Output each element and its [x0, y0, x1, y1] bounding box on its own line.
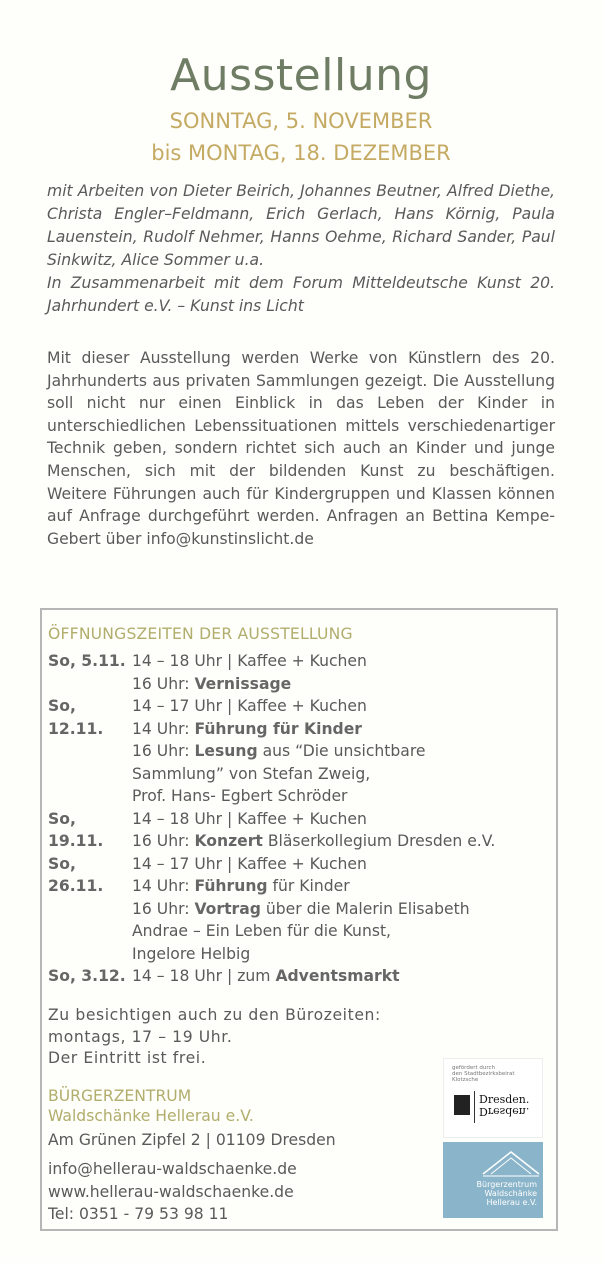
- phone-number: Tel: 0351 - 79 53 98 11: [48, 1205, 229, 1223]
- schedule-line: [132, 830, 558, 853]
- schedule-time: 16 Uhr:: [132, 832, 195, 850]
- schedule-row: [48, 853, 558, 966]
- office-line: Der Eintritt ist frei.: [48, 1049, 207, 1067]
- schedule-line: [132, 898, 558, 921]
- schedule-row: [48, 650, 558, 695]
- schedule-highlight: Adventsmarkt: [275, 967, 400, 985]
- waldschaenke-logo: [443, 1142, 543, 1218]
- divider: [474, 1091, 475, 1123]
- schedule-highlight: Vortrag: [194, 899, 261, 918]
- schedule-line: [132, 740, 558, 763]
- schedule-day: So, 26.11.: [48, 854, 104, 895]
- schedule-line: [132, 650, 558, 673]
- page-title: Ausstellung: [170, 50, 432, 101]
- schedule-day: So, 5.11.: [48, 652, 126, 670]
- schedule-day: So, 3.12.: [48, 967, 126, 985]
- schedule-line: [132, 808, 558, 831]
- schedule-row: [48, 808, 558, 853]
- office-hours: [48, 1005, 438, 1070]
- organizer: [48, 1086, 254, 1126]
- logo-line: Hellerau e.V.: [486, 1198, 537, 1207]
- crest-icon: [454, 1095, 470, 1115]
- schedule-time: 14 Uhr:: [132, 719, 195, 738]
- contact-info: [48, 1158, 297, 1226]
- schedule-time: 16 Uhr:: [132, 674, 195, 693]
- schedule-detail: Bläserkollegium Dresden e.V.: [262, 832, 496, 850]
- schedule-detail: für Kinder: [267, 877, 350, 895]
- date-start: SONNTAG, 5. NOVEMBER: [169, 109, 433, 133]
- roof-icon: [443, 1146, 543, 1180]
- schedule-row: [48, 695, 558, 808]
- email-link[interactable]: info@hellerau-waldschaenke.de: [48, 1160, 297, 1178]
- dresden-wordmark-mirror: Dresden.: [479, 1105, 530, 1118]
- address: Am Grünen Zipfel 2 | 01109 Dresden: [48, 1131, 336, 1149]
- intro-text: [47, 180, 555, 318]
- schedule-time: 14 – 18 Uhr | zum: [132, 967, 276, 985]
- waldschaenke-text: [477, 1180, 537, 1207]
- website-link[interactable]: www.hellerau-waldschaenke.de: [48, 1182, 294, 1201]
- schedule-line: [132, 943, 558, 966]
- schedule-line: [132, 920, 558, 943]
- schedule-line: [132, 853, 558, 876]
- schedule-detail: über die Malerin Elisabeth: [260, 899, 470, 918]
- schedule-highlight: Lesung: [194, 742, 258, 760]
- schedule-time: Prof. Hans- Egbert Schröder: [132, 787, 348, 805]
- schedule-line: [132, 673, 558, 696]
- schedule-time: 14 – 17 Uhr | Kaffee + Kuchen: [132, 854, 367, 873]
- date-end: bis MONTAG, 18. DEZEMBER: [151, 141, 451, 165]
- dresden-logo: [443, 1058, 543, 1138]
- schedule-line: [132, 785, 558, 808]
- schedule-lines: [132, 808, 558, 853]
- organizer-name: Waldschänke Hellerau e.V.: [48, 1107, 254, 1125]
- schedule: [48, 650, 558, 988]
- schedule-time: 14 – 18 Uhr | Kaffee + Kuchen: [132, 809, 367, 828]
- schedule-highlight: Vernissage: [194, 674, 292, 693]
- schedule-time: 14 – 18 Uhr | Kaffee + Kuchen: [132, 652, 367, 670]
- cooperation-note: In Zusammenarbeit mit dem Forum Mitteldeutsche Kunst 20. Jahrhundert e.V. – Kunst ins Licht: [47, 274, 555, 315]
- schedule-highlight: Konzert: [194, 832, 263, 850]
- schedule-lines: [132, 853, 558, 966]
- artists-list: mit Arbeiten von Dieter Beirich, Johannes Beutner, Alfred Diethe, Christa Engler–Feldmann, Erich Gerlach, Hans Körnig, Paula Lauenstein, Rudolf Nehmer, Hanns Oehme, Richard Sander, Paul Sinkwitz, Alice Sommer u.a.: [47, 182, 555, 269]
- schedule-time: Sammlung” von Stefan Zweig,: [132, 764, 371, 783]
- schedule-line: [132, 965, 558, 988]
- schedule-time: 16 Uhr:: [132, 899, 195, 918]
- schedule-detail: aus “Die unsichtbare: [257, 742, 426, 760]
- schedule-line: [132, 875, 558, 898]
- sponsor-note: [452, 1065, 515, 1083]
- schedule-line: [132, 695, 558, 718]
- sponsor-line: den Stadtbezirksbeirat: [452, 1071, 515, 1077]
- schedule-time: 14 Uhr:: [132, 877, 195, 895]
- schedule-time: 16 Uhr:: [132, 742, 195, 760]
- schedule-line: [132, 763, 558, 786]
- schedule-time: 14 – 17 Uhr | Kaffee + Kuchen: [132, 697, 367, 715]
- organizer-type: BÜRGERZENTRUM: [48, 1087, 192, 1105]
- schedule-highlight: Führung: [194, 877, 268, 895]
- schedule-line: [132, 718, 558, 741]
- office-line: Zu besichtigen auch zu den Bürozeiten:: [48, 1006, 381, 1024]
- office-line: montags, 17 – 19 Uhr.: [48, 1027, 233, 1046]
- sponsor-line: Klotzsche: [452, 1077, 479, 1083]
- description-text: Mit dieser Ausstellung werden Werke von Künstlern des 20. Jahrhunderts aus privaten Sammlungen gezeigt. Die Ausstellung soll nicht nur einen Einblick in das Leben der Kinder in unterschiedlichen Lebenssituationen mittels verschiedenartiger Technik geben, sondern richtet sich auch an Kinder und junge Menschen, sich mit der bildenden Kunst zu beschäftigen. Weitere Führungen auch für Kindergruppen und Klassen können auf Anfrage durchgeführt werden. Anfragen an Bettina Kempe-Gebert über info@kunstinslicht.de: [47, 349, 555, 548]
- dresden-wordmark: Dresden.: [479, 1093, 530, 1106]
- logo-line: Bürgerzentrum: [476, 1180, 537, 1189]
- schedule-lines: [132, 965, 558, 988]
- schedule-row: [48, 965, 558, 988]
- schedule-day: So, 12.11.: [48, 697, 104, 738]
- hours-title: ÖFFNUNGSZEITEN DER AUSSTELLUNG: [48, 625, 353, 643]
- schedule-lines: [132, 650, 558, 695]
- sponsor-line: gefördert durch: [452, 1065, 496, 1071]
- schedule-day: So, 19.11.: [48, 809, 104, 850]
- schedule-highlight: Führung für Kinder: [194, 719, 362, 738]
- schedule-time: Andrae – Ein Leben für die Kunst,: [132, 922, 392, 940]
- logo-line: Waldschänke: [484, 1189, 537, 1198]
- schedule-lines: [132, 695, 558, 808]
- schedule-time: Ingelore Helbig: [132, 944, 251, 963]
